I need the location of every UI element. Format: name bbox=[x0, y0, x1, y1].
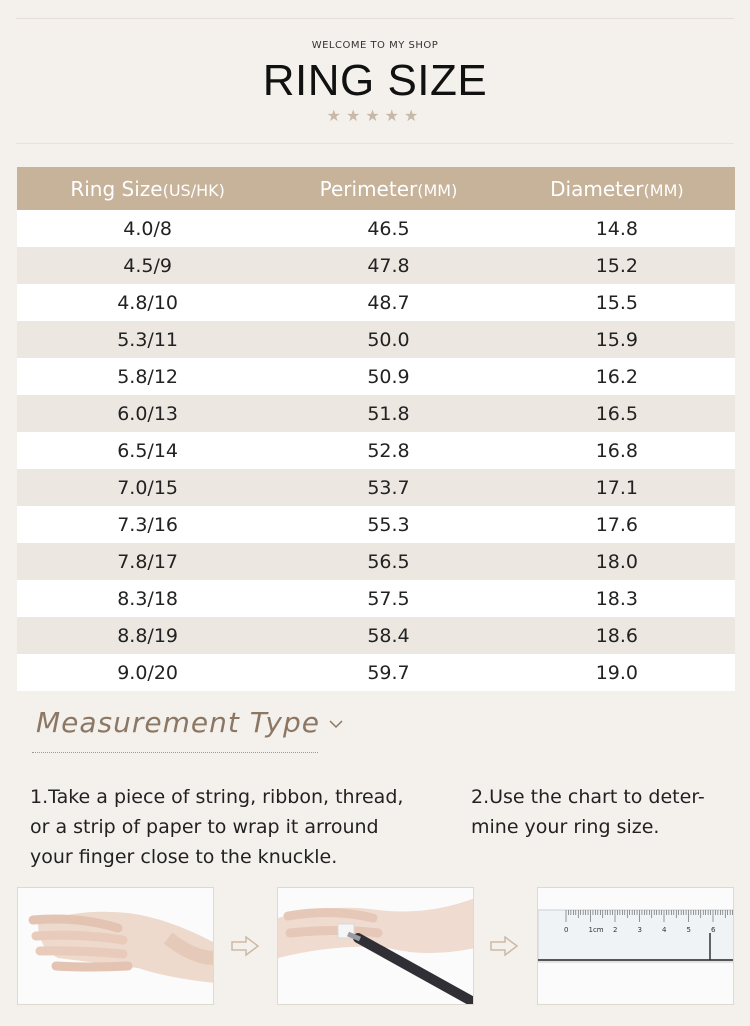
perimeter-cell: 52.8 bbox=[278, 432, 499, 469]
wrap-finger-illustration bbox=[278, 888, 474, 1005]
table-row bbox=[17, 543, 735, 580]
perimeter-cell: 57.5 bbox=[278, 580, 499, 617]
step-1-instructions bbox=[30, 782, 430, 872]
ring-size-cell: 6.0/13 bbox=[17, 395, 278, 432]
table-row bbox=[17, 580, 735, 617]
ring-size-table bbox=[17, 167, 735, 691]
ring-size-cell: 7.0/15 bbox=[17, 469, 278, 506]
ring-size-cell: 7.3/16 bbox=[17, 506, 278, 543]
measurement-type-heading: Measurement Type bbox=[36, 706, 320, 739]
table-row bbox=[17, 210, 735, 247]
perimeter-cell: 53.7 bbox=[278, 469, 499, 506]
ring-size-cell: 5.3/11 bbox=[17, 321, 278, 358]
ruler-label: 3 bbox=[637, 926, 642, 934]
diameter-cell: 15.9 bbox=[499, 321, 735, 358]
perimeter-cell: 47.8 bbox=[278, 247, 499, 284]
step-2-line: mine your ring size. bbox=[471, 816, 660, 838]
ring-size-cell: 5.8/12 bbox=[17, 358, 278, 395]
step-1-line: 1.Take a piece of string, ribbon, thread, bbox=[30, 786, 404, 808]
hand-illustration bbox=[18, 888, 214, 1005]
diameter-cell: 17.1 bbox=[499, 469, 735, 506]
ruler-label: 6 bbox=[711, 926, 716, 934]
ring-size-cell: 7.8/17 bbox=[17, 543, 278, 580]
perimeter-cell: 50.0 bbox=[278, 321, 499, 358]
wrap-finger-photo bbox=[277, 887, 474, 1005]
table-row bbox=[17, 432, 735, 469]
top-divider bbox=[16, 18, 734, 19]
ruler-photo bbox=[537, 887, 734, 1005]
table-row bbox=[17, 284, 735, 321]
page-title: RING SIZE bbox=[262, 56, 488, 105]
ring-size-cell: 4.5/9 bbox=[17, 247, 278, 284]
diameter-cell: 15.5 bbox=[499, 284, 735, 321]
ruler-label: 4 bbox=[662, 926, 667, 934]
ring-size-cell: 8.8/19 bbox=[17, 617, 278, 654]
table-row bbox=[17, 395, 735, 432]
step-1-line: or a strip of paper to wrap it arround bbox=[30, 816, 379, 838]
ruler-illustration bbox=[538, 888, 734, 1005]
ruler-label: 2 bbox=[613, 926, 618, 934]
diameter-cell: 19.0 bbox=[499, 654, 735, 691]
welcome-text: WELCOME TO MY SHOP bbox=[311, 40, 439, 51]
step-2-line: 2.Use the chart to deter- bbox=[471, 786, 705, 808]
step-1-line: your finger close to the knuckle. bbox=[30, 846, 338, 868]
ring-size-cell: 4.0/8 bbox=[17, 210, 278, 247]
ruler-label: 5 bbox=[686, 926, 691, 934]
ring-size-cell: 6.5/14 bbox=[17, 432, 278, 469]
ring-size-cell: 9.0/20 bbox=[17, 654, 278, 691]
perimeter-cell: 58.4 bbox=[278, 617, 499, 654]
perimeter-cell: 46.5 bbox=[278, 210, 499, 247]
table-row bbox=[17, 506, 735, 543]
column-header-perimeter: Perimeter(MM) bbox=[278, 167, 499, 210]
perimeter-cell: 51.8 bbox=[278, 395, 499, 432]
section-divider bbox=[16, 143, 734, 144]
diameter-cell: 16.5 bbox=[499, 395, 735, 432]
hand-photo bbox=[17, 887, 214, 1005]
diameter-cell: 16.8 bbox=[499, 432, 735, 469]
table-row bbox=[17, 469, 735, 506]
diameter-cell: 18.0 bbox=[499, 543, 735, 580]
table-row bbox=[17, 617, 735, 654]
diameter-cell: 18.6 bbox=[499, 617, 735, 654]
table-row bbox=[17, 358, 735, 395]
table-row bbox=[17, 321, 735, 358]
diameter-cell: 14.8 bbox=[499, 210, 735, 247]
column-header-diameter: Diameter(MM) bbox=[499, 167, 735, 210]
diameter-cell: 17.6 bbox=[499, 506, 735, 543]
ruler-label: 1cm bbox=[588, 926, 604, 934]
arrow-right-icon bbox=[489, 935, 519, 957]
diameter-cell: 15.2 bbox=[499, 247, 735, 284]
chevron-down-icon bbox=[328, 716, 344, 732]
table-row bbox=[17, 247, 735, 284]
table-header-row bbox=[17, 167, 735, 210]
step-2-instructions bbox=[471, 782, 731, 842]
dotted-underline bbox=[32, 752, 318, 753]
ring-size-cell: 8.3/18 bbox=[17, 580, 278, 617]
ruler-label: 0 bbox=[564, 926, 569, 934]
ring-size-cell: 4.8/10 bbox=[17, 284, 278, 321]
table-row bbox=[17, 654, 735, 691]
diameter-cell: 18.3 bbox=[499, 580, 735, 617]
perimeter-cell: 56.5 bbox=[278, 543, 499, 580]
diameter-cell: 16.2 bbox=[499, 358, 735, 395]
arrow-right-icon bbox=[230, 935, 260, 957]
perimeter-cell: 59.7 bbox=[278, 654, 499, 691]
perimeter-cell: 48.7 bbox=[278, 284, 499, 321]
column-header-ring-size: Ring Size(US/HK) bbox=[17, 167, 278, 210]
star-icon: ★★★★★ bbox=[326, 106, 424, 125]
perimeter-cell: 50.9 bbox=[278, 358, 499, 395]
perimeter-cell: 55.3 bbox=[278, 506, 499, 543]
